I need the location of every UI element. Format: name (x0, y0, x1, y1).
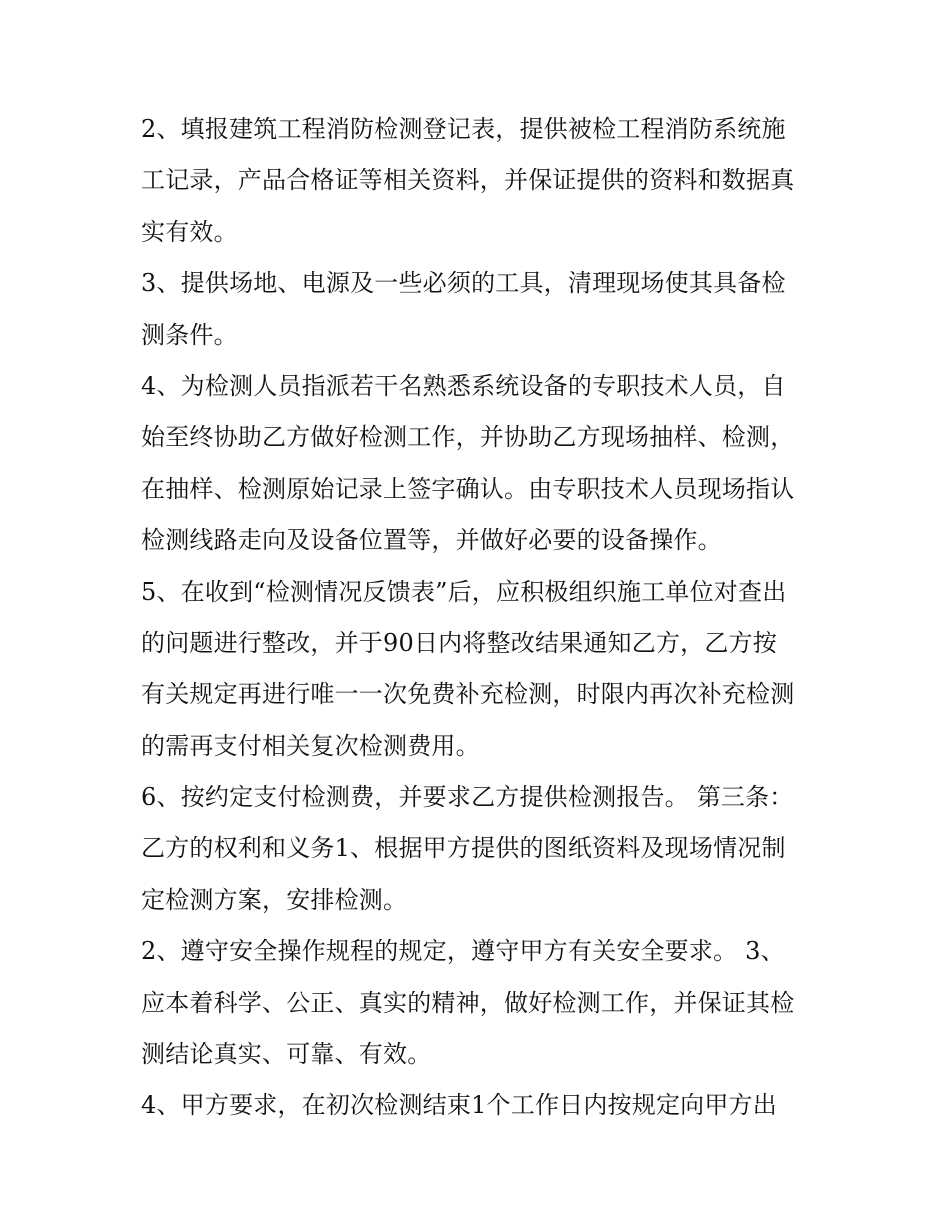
text-line: 5、在收到“检测情况反馈表”后，应积极组织施工单位对查出 (141, 577, 787, 606)
text-line: 的需再支付相关复次检测费用。 (141, 731, 480, 760)
text-line: 检测线路走向及设备位置等，并做好必要的设备操作。 (141, 526, 722, 555)
text-line: 定检测方案，安排检测。 (141, 885, 408, 914)
document-body (141, 104, 813, 1132)
text-line: 工记录，产品合格证等相关资料，并保证提供的资料和数据真 (141, 166, 795, 195)
text-line: 实有效。 (141, 217, 238, 246)
text-line: 的问题进行整改，并于90日内将整改结果通知乙方，乙方按 (141, 628, 777, 657)
text-line: 4、为检测人员指派若干名熟悉系统设备的专职技术人员，自 (141, 371, 786, 400)
text-line: 有关规定再进行唯一一次免费补充检测，时限内再次补充检测 (141, 680, 795, 709)
text-line: 3、提供场地、电源及一些必须的工具，清理现场使其具备检 (141, 269, 786, 298)
text-line: 测条件。 (141, 320, 238, 349)
text-line: 2、填报建筑工程消防检测登记表，提供被检工程消防系统施 (141, 115, 786, 143)
text-line: 测结论真实、可靠、有效。 (141, 1040, 432, 1069)
text-line: 6、按约定支付检测费，并要求乙方提供检测报告。 第三条： (141, 783, 794, 812)
text-line: 4、甲方要求，在初次检测结束1个工作日内按规定向甲方出 (141, 1091, 777, 1120)
text-line: 在抽样、检测原始记录上签字确认。由专职技术人员现场指认 (141, 474, 795, 503)
text-line: 乙方的权利和义务1、根据甲方提供的图纸资料及现场情况制 (141, 834, 786, 863)
text-line: 始至终协助乙方做好检测工作，并协助乙方现场抽样、检测， (141, 423, 795, 452)
text-line: 2、遵守安全操作规程的规定，遵守甲方有关安全要求。 3、 (141, 937, 785, 966)
text-line: 应本着科学、公正、真实的精神，做好检测工作，并保证其检 (141, 988, 795, 1017)
